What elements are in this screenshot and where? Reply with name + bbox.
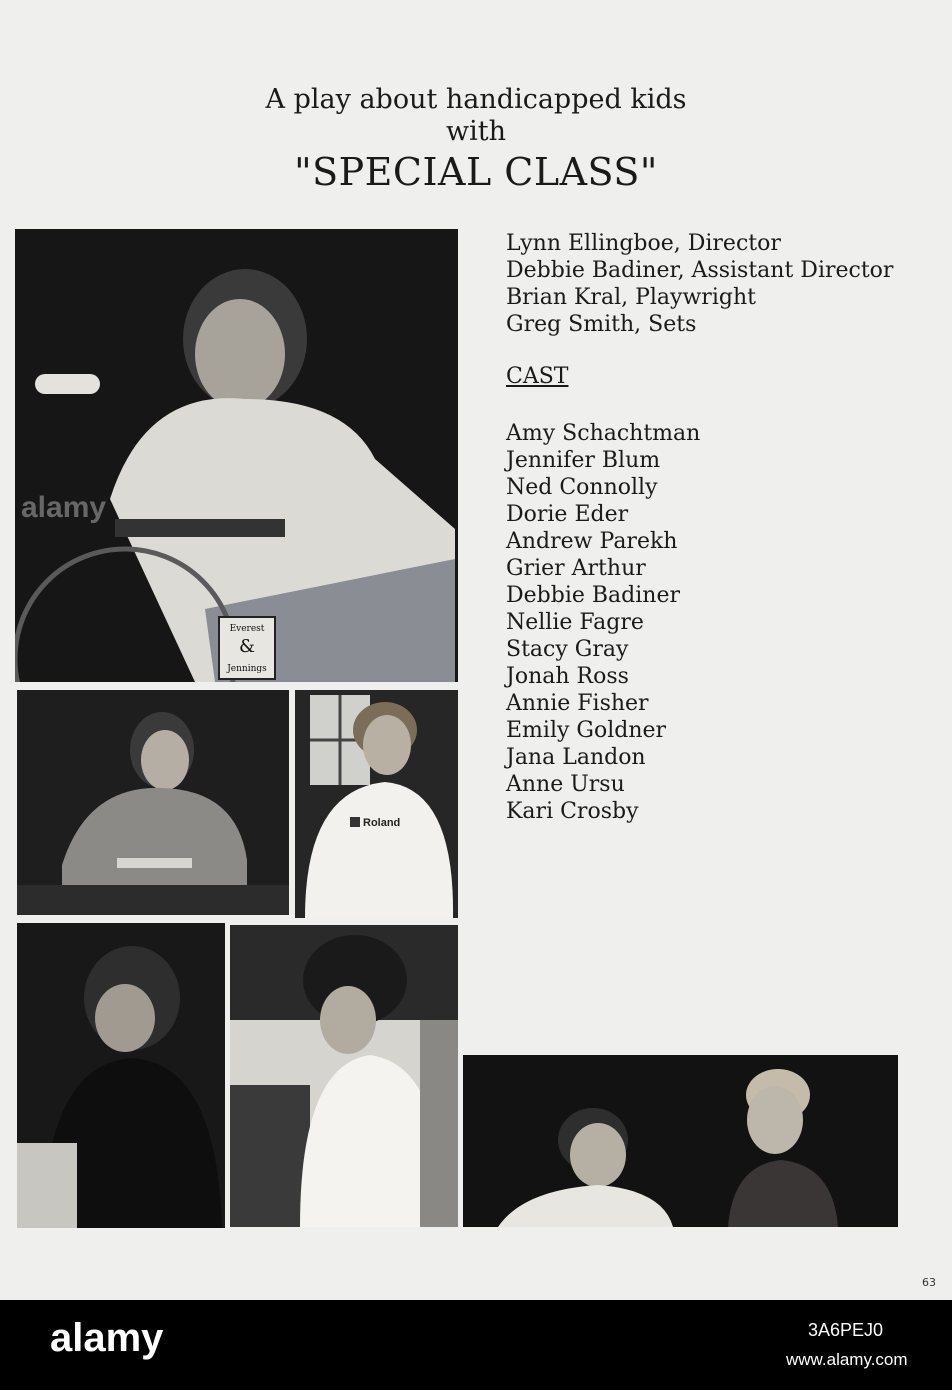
cast-member: Stacy Gray: [506, 637, 629, 662]
production-credits: [506, 230, 893, 338]
cast-member: Jennifer Blum: [506, 448, 661, 473]
wheelchair-label-1: Everest: [229, 624, 265, 634]
cast-heading: CAST: [506, 364, 569, 389]
credit-line: Brian Kral, Playwright: [506, 285, 756, 310]
cast-member: Grier Arthur: [506, 556, 646, 581]
sweater-logo: Roland: [363, 817, 401, 829]
photo-girl-light-sweater: [230, 925, 458, 1227]
cast-member: Dorie Eder: [506, 502, 629, 527]
photo-roland-boy: [295, 690, 458, 918]
alamy-logo: alamy: [50, 1316, 164, 1360]
page-number: 63: [922, 1276, 936, 1289]
cast-member: Anne Ursu: [506, 772, 625, 797]
photo-seated-girl: [17, 690, 289, 915]
credit-line: Lynn Ellingboe, Director: [506, 231, 781, 256]
image-id: 3A6PEJ0: [808, 1320, 884, 1340]
cast-member: Andrew Parekh: [506, 529, 678, 554]
credit-line: Debbie Badiner, Assistant Director: [506, 258, 894, 283]
cast-member: Annie Fisher: [506, 691, 649, 716]
photo-girl-looking-down: [17, 923, 225, 1228]
cast-member: Kari Crosby: [506, 799, 639, 824]
heading-line-2: with: [446, 116, 506, 147]
cast-member: Amy Schachtman: [506, 421, 701, 446]
photo-two-kids: [463, 1055, 898, 1227]
photo-wheelchair-girl: [15, 229, 458, 682]
wheelchair-label-2: &: [238, 636, 256, 657]
watermark: alamy: [21, 491, 107, 524]
cast-member: Nellie Fagre: [506, 610, 644, 635]
cast-member: Ned Connolly: [506, 475, 658, 500]
cast-member: Jonah Ross: [506, 664, 629, 689]
cast-member: Debbie Badiner: [506, 583, 680, 608]
heading-line-1: A play about handicapped kids: [265, 84, 687, 115]
play-title: "SPECIAL CLASS": [294, 150, 658, 194]
cast-list: [506, 420, 700, 825]
credit-line: Greg Smith, Sets: [506, 312, 697, 337]
wheelchair-label-3: Jennings: [227, 664, 267, 674]
cast-member: Emily Goldner: [506, 718, 667, 743]
cast-member: Jana Landon: [506, 745, 646, 770]
footer-url: www.alamy.com: [786, 1350, 908, 1369]
